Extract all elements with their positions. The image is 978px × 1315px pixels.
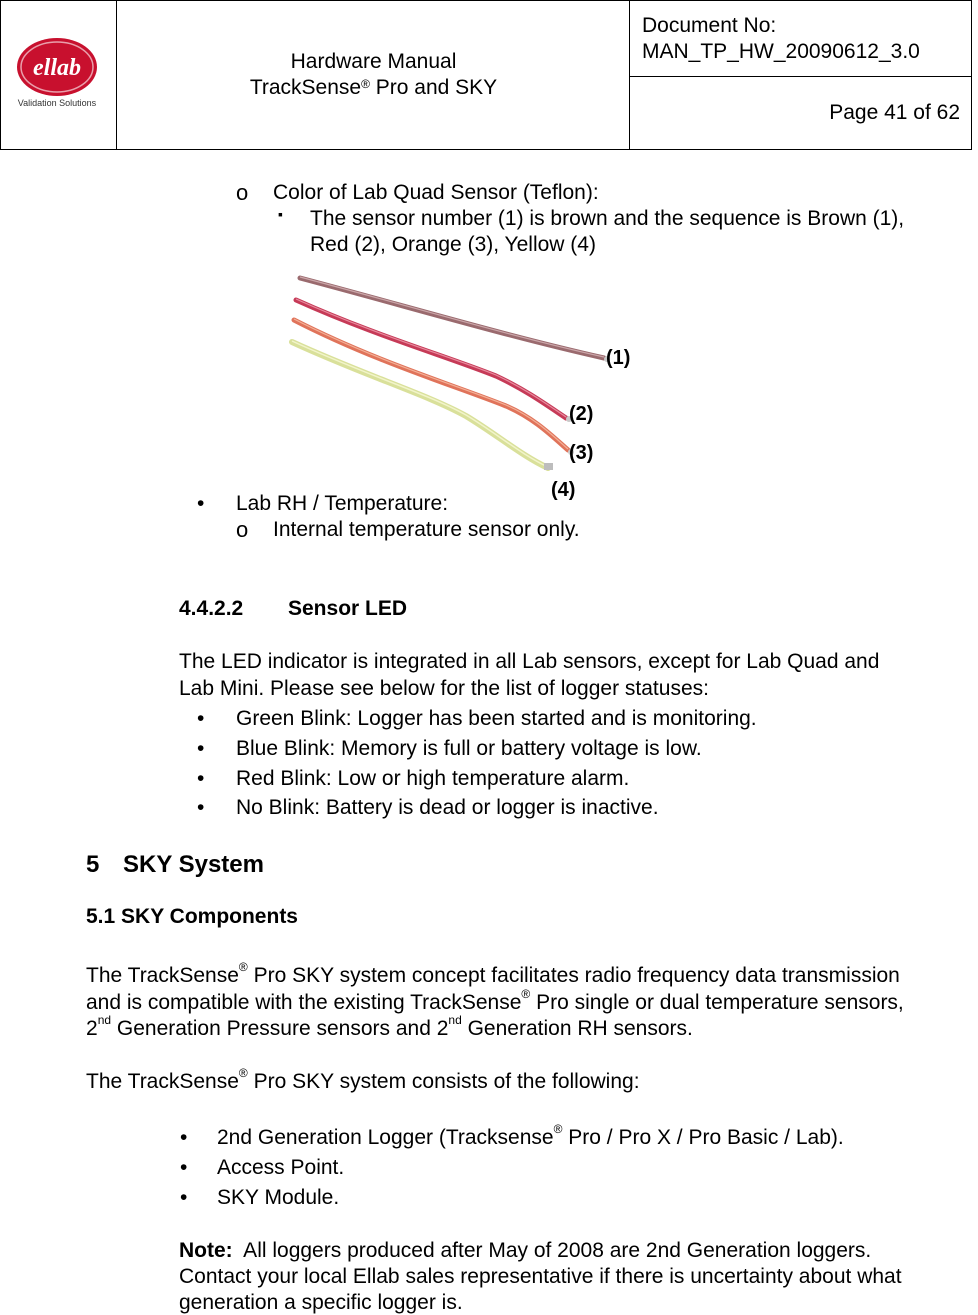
bullet-marker: • — [180, 1156, 188, 1179]
sky-intro-line1: The TrackSense® Pro SKY system concept facilitates radio frequency data transmission — [86, 960, 900, 987]
wire-label-2: (2) — [569, 403, 594, 425]
header-divider — [630, 76, 971, 77]
note-line2: Contact your local Ellab sales representative if there is uncertainty about what — [179, 1265, 902, 1288]
sky-component-item: SKY Module. — [217, 1186, 340, 1209]
document-number — [642, 13, 920, 65]
subsection-heading: 5.1 SKY Components — [86, 905, 298, 928]
page-number: Page 41 of 62 — [829, 101, 960, 124]
led-paragraph-line2: Lab Mini. Please see below for the list of logger statuses: — [179, 677, 709, 700]
bullet-marker: • — [197, 707, 205, 730]
bullet-marker: • — [180, 1186, 188, 1209]
wire-tip — [544, 463, 553, 470]
led-status-item: Red Blink: Low or high temperature alarm. — [236, 767, 630, 790]
sky-consists-line: The TrackSense® Pro SKY system consists of the following: — [86, 1066, 640, 1093]
document-header — [0, 0, 972, 150]
rh-heading: Lab RH / Temperature: — [236, 492, 449, 515]
sky-intro-line3: 2nd Generation Pressure sensors and 2nd Generation RH sensors. — [86, 1013, 693, 1040]
ellab-logo — [13, 37, 105, 113]
led-paragraph-line1: The LED indicator is integrated in all Lab sensors, except for Lab Quad and — [179, 650, 880, 673]
bullet-marker: • — [197, 767, 205, 790]
manual-title — [117, 49, 630, 101]
sub-bullet-marker: o — [236, 517, 249, 542]
rh-detail: Internal temperature sensor only. — [273, 518, 580, 541]
sky-intro-line2: and is compatible with the existing TrackSense® Pro single or dual temperature sensors, — [86, 987, 904, 1014]
led-status-item: No Blink: Battery is dead or logger is inactive. — [236, 796, 659, 819]
sky-component-item: 2nd Generation Logger (Tracksense® Pro / Pro X / Pro Basic / Lab). — [217, 1122, 844, 1149]
note-line3: generation a specific logger is. — [179, 1291, 463, 1314]
wire-label-4: (4) — [551, 479, 576, 501]
square-bullet-marker: ▪ — [278, 206, 283, 222]
section-title: Sensor LED — [288, 597, 408, 620]
section-number: 4.4.2.2 — [179, 597, 244, 620]
teflon-sequence-line2: Red (2), Orange (3), Yellow (4) — [310, 233, 596, 256]
led-status-item: Green Blink: Logger has been started and is monitoring. — [236, 707, 757, 730]
led-status-item: Blue Blink: Memory is full or battery voltage is low. — [236, 737, 702, 760]
bullet-marker: • — [197, 492, 205, 515]
teflon-heading: Color of Lab Quad Sensor (Teflon): — [273, 181, 599, 204]
bullet-marker: • — [197, 796, 205, 819]
sky-component-item: Access Point. — [217, 1156, 345, 1179]
bullet-marker: • — [197, 737, 205, 760]
sub-bullet-marker: o — [236, 180, 249, 205]
wire-label-1: (1) — [606, 347, 631, 369]
logo-wordmark: ellab — [33, 55, 81, 81]
manual-title-line1: Hardware Manual — [290, 50, 457, 73]
doc-no-label: Document No: — [642, 14, 777, 37]
logo-tagline: Validation Solutions — [17, 98, 97, 108]
chapter-title: SKY System — [123, 851, 264, 878]
bullet-marker: • — [180, 1126, 188, 1149]
doc-no-value: MAN_TP_HW_20090612_3.0 — [642, 40, 920, 63]
note-line1: Note: All loggers produced after May of 2008 are 2nd Generation loggers. — [179, 1239, 872, 1262]
chapter-number: 5 — [86, 851, 100, 878]
teflon-sequence-line1: The sensor number (1) is brown and the sequence is Brown (1), — [310, 207, 905, 230]
manual-title-line2: TrackSense® Pro and SKY — [249, 76, 498, 99]
wire-label-3: (3) — [569, 442, 594, 464]
